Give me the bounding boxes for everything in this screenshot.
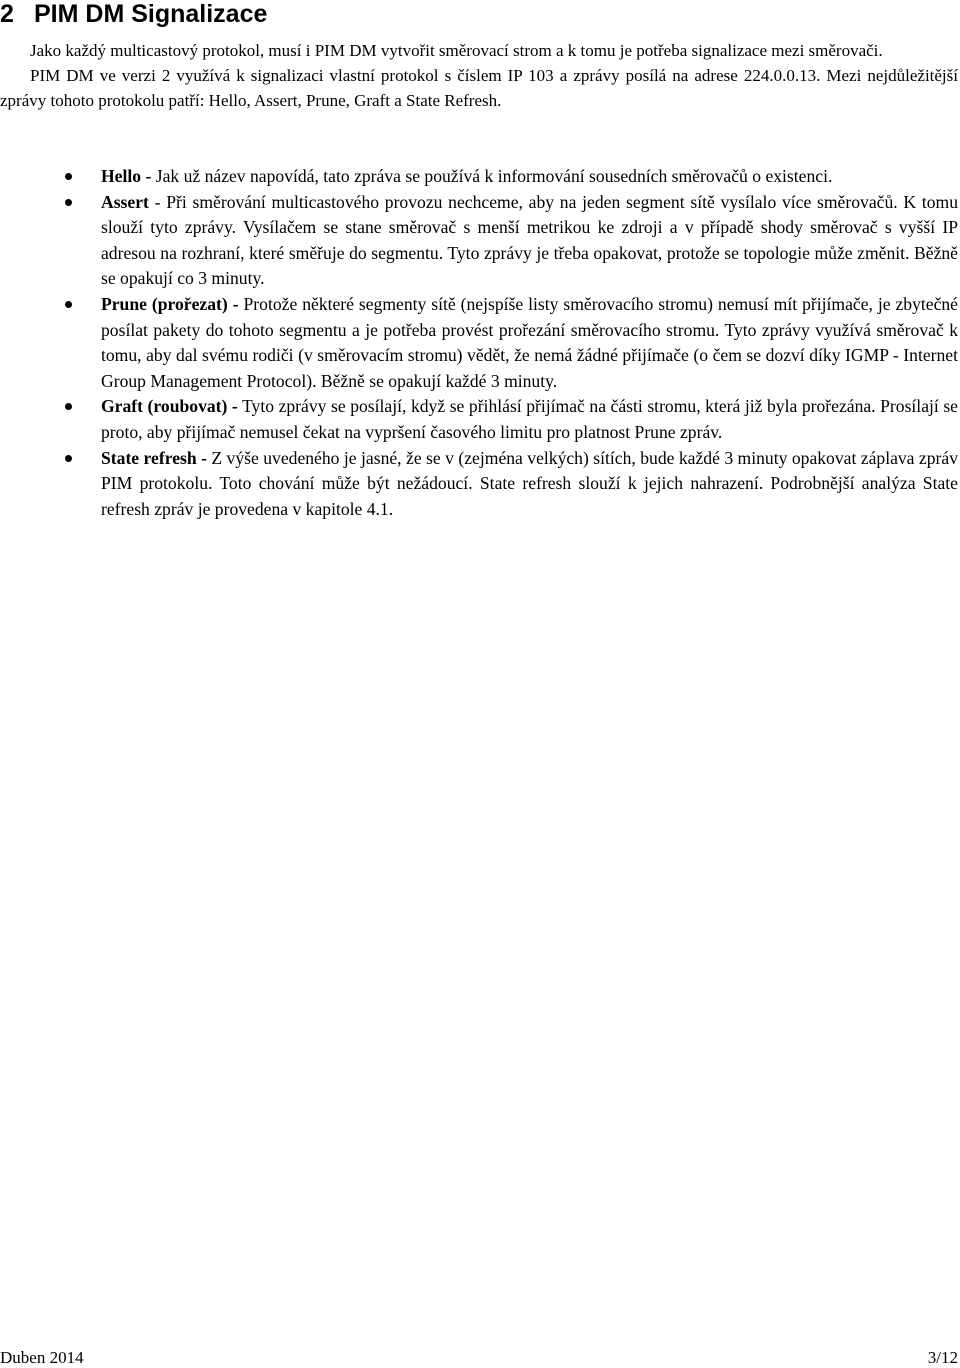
term-description: Protože některé segmenty sítě (nejspíše listy směrovacího stromu) nemusí mít přijímače, je zbytečné posílat pakety do tohoto segmentu a je potřeba provést prořezání směrovacího stromu. Tyto zprávy využívá směrovač k tomu, aby dal svému rodiči (v směrovacím stromu) vědět, že nemá žádné přijímače (o čem se dozví díky IGMP - Internet Group Management Protocol). Běžně se opakují každé 3 minuty.: [101, 293, 958, 391]
list-item-graft: [0, 394, 958, 445]
term-label: Graft (roubovat) -: [101, 396, 238, 417]
page-number: 3/12: [927, 1348, 958, 1367]
bullet-icon: [65, 403, 72, 410]
term-description: Tyto zprávy se posílají, když se přihlásí přijímač na části stromu, která již byla prořezána. Prosílají se proto, aby přijímač nemusel čekat na vypršení časového limitu pro platnost Prune zpráv.: [101, 396, 958, 442]
term-label: Hello -: [101, 166, 152, 186]
bullet-icon: [65, 199, 72, 206]
intro-text: [0, 38, 958, 113]
list-item-hello: [0, 164, 958, 190]
term-description: Jak už název napovídá, tato zpráva se používá k informování sousedních směrovačů o existenci.: [151, 166, 833, 186]
message-types-list: [0, 164, 958, 522]
section-title: PIM DM Signalizace: [34, 0, 268, 28]
bullet-icon: [65, 301, 72, 308]
term-description: - Při směrování multicastového provozu nechceme, aby na jeden segment sítě vysílalo více směrovačů. K tomu slouží tyto zprávy. Vysílačem se stane směrovač s menší metrikou ke zdroji a v případě shody směrovač s vyšší IP adresou na rozhraní, které směřuje do segmentu. Tyto zprávy je třeba opakovat, protože se topologie může změnit. Běžně se opakují co 3 minuty.: [101, 191, 958, 289]
intro-paragraph-1: Jako každý multicastový protokol, musí i PIM DM vytvořit směrovací strom a k tomu je potřeba signalizace mezi směrovači.: [30, 41, 883, 60]
section-heading: [0, 0, 267, 28]
term-label: Prune (prořezat) -: [101, 293, 239, 314]
bullet-icon: [65, 173, 72, 180]
list-item-assert: [0, 190, 958, 292]
term-label: State refresh -: [101, 447, 207, 468]
list-item-prune: [0, 292, 958, 394]
term-label: Assert: [101, 191, 149, 212]
section-number: 2: [0, 0, 14, 28]
footer-date: Duben 2014: [0, 1348, 84, 1367]
term-description: Z výše uvedeného je jasné, že se v (zejména velkých) sítích, bude každé 3 minuty opakovat záplava zpráv PIM protokolu. Toto chování může být nežádoucí. State refresh slouží k jejich nahrazení. Podrobnější analýza State refresh zpráv je provedena v kapitole 4.1.: [101, 447, 958, 519]
intro-paragraph-2: PIM DM ve verzi 2 využívá k signalizaci vlastní protokol s číslem IP 103 a zprávy posílá na adrese 224.0.0.13. Mezi nejdůležitější zprávy tohoto protokolu patří: Hello, Assert, Prune, Graft a State Refresh.: [0, 66, 958, 110]
bullet-icon: [65, 455, 72, 462]
list-item-state-refresh: [0, 446, 958, 523]
